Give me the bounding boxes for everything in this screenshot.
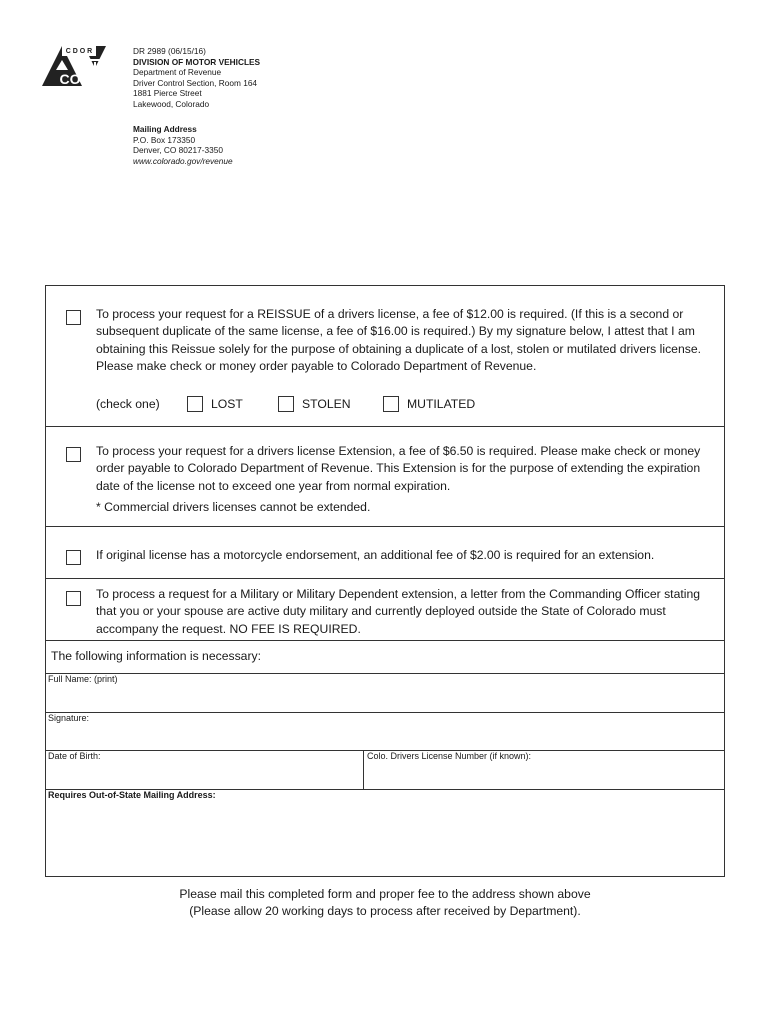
logo-top-text: C D O R [65,48,93,55]
info-heading: The following information is necessary: [51,649,261,663]
signature-field[interactable] [46,713,724,751]
dob-license-row [46,751,724,790]
stolen-checkbox[interactable] [278,396,294,412]
reissue-section [46,286,724,427]
check-one-label: (check one) [96,397,160,411]
request-form [45,285,725,877]
military-text: To process a request for a Military or Military Dependent extension, a letter from the Commanding Officer stating that you or your spouse are active duty military and currently deployed outside the State of Colorado must accompany the request. NO FEE IS REQUIRED. [96,587,700,636]
street-address: 1881 Pierce Street [133,88,202,99]
reissue-text: To process your request for a REISSUE of a drivers license, a fee of $12.00 is required. (If this is a second or subsequent duplicate of the same license, a fee of $16.00 is required.) By my signature below, I attest that I am obtaining this Reissue solely for the purpose of obtaining a duplicate of a lost, stolen or mutilated drivers license. Please make check or money order payable to Colorado Department of Revenue. [96,307,701,374]
field-divider [363,751,364,789]
mailing-city: Denver, CO 80217-3350 [133,145,223,156]
motorcycle-checkbox[interactable] [66,550,81,565]
extension-text: To process your request for a drivers license Extension, a fee of $6.50 is required. Please make check or money order payable to Colorado Department of Revenue. This Extension is for the purpose of extending the expiration date of the license not to exceed one year from normal expiration. [96,444,701,493]
dob-label: Date of Birth: [48,751,101,761]
full-name-label: Full Name: (print) [48,674,118,684]
agency-header [133,46,260,110]
reissue-reason-row [96,396,696,413]
mutilated-checkbox[interactable] [383,396,399,412]
out-of-state-address-field[interactable] [46,790,724,876]
info-heading-section [46,641,724,674]
motorcycle-text: If original license has a motorcycle endorsement, an additional fee of $2.00 is required for an extension. [96,548,655,562]
license-number-label: Colo. Drivers License Number (if known): [367,751,532,761]
mailing-address [133,124,233,166]
footer-line-1: Please mail this completed form and proper fee to the address shown above [179,887,591,901]
military-checkbox[interactable] [66,591,81,606]
lost-checkbox[interactable] [187,396,203,412]
mailing-box: P.O. Box 173350 [133,134,196,145]
division-name: DIVISION OF MOTOR VEHICLES [133,56,261,67]
mailing-title: Mailing Address [133,124,197,134]
military-section [46,579,724,641]
reissue-checkbox[interactable] [66,310,81,325]
commercial-note: * Commercial drivers licenses cannot be extended. [96,500,371,514]
city-address: Lakewood, Colorado [133,98,210,109]
motorcycle-section [46,527,724,579]
out-of-state-label: Requires Out-of-State Mailing Address: [48,790,216,800]
section-name: Driver Control Section, Room 164 [133,77,258,88]
extension-checkbox[interactable] [66,447,81,462]
footer-instructions [0,886,770,919]
footer-line-2: (Please allow 20 working days to process after received by Department). [189,903,581,918]
full-name-field[interactable] [46,674,724,713]
signature-label: Signature: [48,713,90,723]
mutilated-label: MUTILATED [407,397,476,411]
lost-label: LOST [211,397,243,411]
stolen-label: STOLEN [302,397,351,411]
website-link[interactable]: www.colorado.gov/revenue [133,155,233,166]
department-name: Department of Revenue [133,67,222,78]
logo-state-text: CO [59,71,81,87]
form-number: DR 2989 (06/15/16) [133,46,206,56]
extension-section [46,427,724,527]
cdor-logo [42,42,106,90]
